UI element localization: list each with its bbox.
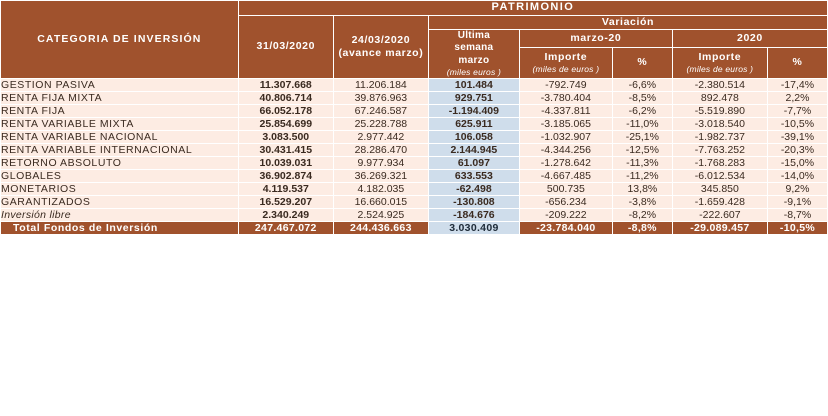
row-value-31-03: 16.529.207 xyxy=(238,196,333,209)
row-value-ultima-semana: -1.194.409 xyxy=(428,105,519,118)
row-value-ultima-semana: 101.484 xyxy=(428,79,519,92)
header-importe-marzo-label: Importe xyxy=(544,50,588,63)
total-value-ultima-semana: 3.030.409 xyxy=(428,222,519,235)
row-category: RENTA FIJA MIXTA xyxy=(1,92,239,105)
header-ultima-line2: semana xyxy=(454,42,494,54)
row-value-24-03: 9.977.934 xyxy=(333,157,428,170)
row-value-importe-2020: -6.012.534 xyxy=(672,170,767,183)
header-importe-2020-units: (miles de euros ) xyxy=(686,64,754,75)
header-variacion: Variación xyxy=(428,15,827,29)
row-category: Inversión libre xyxy=(1,209,239,222)
row-value-ultima-semana: 106.058 xyxy=(428,131,519,144)
row-value-pct-2020: -14,0% xyxy=(767,170,827,183)
row-value-importe-2020: -2.380.514 xyxy=(672,79,767,92)
header-row-1 xyxy=(1,1,828,16)
row-value-pct-2020: -15,0% xyxy=(767,157,827,170)
row-value-24-03: 39.876.963 xyxy=(333,92,428,105)
row-value-importe-2020: -1.982.737 xyxy=(672,131,767,144)
row-value-ultima-semana: 2.144.945 xyxy=(428,144,519,157)
row-value-pct-marzo: -11,3% xyxy=(612,157,672,170)
table-row xyxy=(1,105,828,118)
row-value-importe-2020: -1.768.283 xyxy=(672,157,767,170)
row-value-importe-marzo: -3.780.404 xyxy=(519,92,612,105)
header-date-2020-03-24 xyxy=(333,15,428,78)
row-value-importe-2020: -5.519.890 xyxy=(672,105,767,118)
row-value-31-03: 2.340.249 xyxy=(238,209,333,222)
header-group-marzo-20: marzo-20 xyxy=(519,29,672,47)
row-value-pct-marzo: -8,5% xyxy=(612,92,672,105)
header-importe-marzo-units: (miles de euros ) xyxy=(532,64,600,75)
row-value-pct-2020: -9,1% xyxy=(767,196,827,209)
row-value-importe-marzo: -209.222 xyxy=(519,209,612,222)
row-value-24-03: 2.977.442 xyxy=(333,131,428,144)
row-value-pct-2020: -17,4% xyxy=(767,79,827,92)
row-value-pct-2020: -39,1% xyxy=(767,131,827,144)
row-value-pct-2020: -7,7% xyxy=(767,105,827,118)
row-value-24-03: 67.246.587 xyxy=(333,105,428,118)
row-category: GESTION PASIVA xyxy=(1,79,239,92)
row-value-24-03: 11.206.184 xyxy=(333,79,428,92)
row-value-31-03: 66.052.178 xyxy=(238,105,333,118)
row-value-importe-marzo: -4.667.485 xyxy=(519,170,612,183)
row-value-importe-marzo: -3.185.065 xyxy=(519,118,612,131)
row-value-importe-marzo: 500.735 xyxy=(519,183,612,196)
header-category: CATEGORIA DE INVERSIÓN xyxy=(1,1,239,79)
row-value-pct-marzo: -3,8% xyxy=(612,196,672,209)
row-value-importe-marzo: -4.344.256 xyxy=(519,144,612,157)
table-row xyxy=(1,157,828,170)
header-ultima-semana-marzo xyxy=(428,29,519,78)
row-value-pct-2020: -8,7% xyxy=(767,209,827,222)
row-value-31-03: 25.854.699 xyxy=(238,118,333,131)
row-category: GLOBALES xyxy=(1,170,239,183)
table-row xyxy=(1,196,828,209)
row-value-pct-2020: 2,2% xyxy=(767,92,827,105)
row-value-importe-marzo: -4.337.811 xyxy=(519,105,612,118)
row-value-24-03: 28.286.470 xyxy=(333,144,428,157)
row-value-ultima-semana: -62.498 xyxy=(428,183,519,196)
header-ultima-line1: Ultima xyxy=(457,29,491,41)
row-value-ultima-semana: -184.676 xyxy=(428,209,519,222)
row-value-24-03: 4.182.035 xyxy=(333,183,428,196)
row-category: MONETARIOS xyxy=(1,183,239,196)
row-category: RENTA VARIABLE NACIONAL xyxy=(1,131,239,144)
row-value-ultima-semana: -130.808 xyxy=(428,196,519,209)
total-value-importe-marzo: -23.784.040 xyxy=(519,222,612,235)
row-value-pct-marzo: -8,2% xyxy=(612,209,672,222)
row-value-pct-2020: 9,2% xyxy=(767,183,827,196)
header-date-2020-03-24-line1: 24/03/2020 xyxy=(351,33,411,46)
row-value-pct-marzo: -6,6% xyxy=(612,79,672,92)
row-value-24-03: 16.660.015 xyxy=(333,196,428,209)
table-row xyxy=(1,144,828,157)
table-row xyxy=(1,209,828,222)
total-value-24-03: 244.436.663 xyxy=(333,222,428,235)
row-category: RENTA FIJA xyxy=(1,105,239,118)
row-value-importe-2020: -1.659.428 xyxy=(672,196,767,209)
row-value-ultima-semana: 633.553 xyxy=(428,170,519,183)
row-value-31-03: 30.431.415 xyxy=(238,144,333,157)
row-value-31-03: 4.119.537 xyxy=(238,183,333,196)
header-pct-2020: % xyxy=(767,47,827,78)
total-value-importe-2020: -29.089.457 xyxy=(672,222,767,235)
table-row xyxy=(1,170,828,183)
row-value-31-03: 11.307.668 xyxy=(238,79,333,92)
row-category: GARANTIZADOS xyxy=(1,196,239,209)
row-value-31-03: 10.039.031 xyxy=(238,157,333,170)
header-importe-2020-label: Importe xyxy=(698,50,742,63)
row-value-pct-2020: -10,5% xyxy=(767,118,827,131)
row-value-importe-marzo: -656.234 xyxy=(519,196,612,209)
row-category: RENTA VARIABLE INTERNACIONAL xyxy=(1,144,239,157)
total-label: Total Fondos de Inversión xyxy=(1,222,239,235)
header-date-2020-03-24-line2: (avance marzo) xyxy=(338,46,424,59)
row-value-24-03: 2.524.925 xyxy=(333,209,428,222)
row-value-ultima-semana: 929.751 xyxy=(428,92,519,105)
row-value-importe-2020: 892.478 xyxy=(672,92,767,105)
row-value-importe-2020: -7.763.252 xyxy=(672,144,767,157)
row-value-pct-marzo: -11,0% xyxy=(612,118,672,131)
header-importe-2020 xyxy=(672,47,767,78)
table-row xyxy=(1,79,828,92)
table-row xyxy=(1,118,828,131)
row-value-ultima-semana: 625.911 xyxy=(428,118,519,131)
header-patrimonio: PATRIMONIO xyxy=(238,1,827,16)
total-row xyxy=(1,222,828,235)
row-value-importe-marzo: -1.032.907 xyxy=(519,131,612,144)
row-value-pct-marzo: -12,5% xyxy=(612,144,672,157)
row-value-pct-marzo: 13,8% xyxy=(612,183,672,196)
table-row xyxy=(1,183,828,196)
total-value-pct-2020: -10,5% xyxy=(767,222,827,235)
row-value-ultima-semana: 61.097 xyxy=(428,157,519,170)
row-value-importe-2020: 345.850 xyxy=(672,183,767,196)
table-header xyxy=(1,1,828,79)
header-importe-marzo xyxy=(519,47,612,78)
table-row xyxy=(1,131,828,144)
row-value-importe-marzo: -1.278.642 xyxy=(519,157,612,170)
row-value-31-03: 36.902.874 xyxy=(238,170,333,183)
row-value-importe-2020: -3.018.540 xyxy=(672,118,767,131)
row-value-24-03: 25.228.788 xyxy=(333,118,428,131)
row-value-pct-2020: -20,3% xyxy=(767,144,827,157)
header-group-2020: 2020 xyxy=(672,29,827,47)
total-value-pct-marzo: -8,8% xyxy=(612,222,672,235)
row-value-pct-marzo: -25,1% xyxy=(612,131,672,144)
row-value-pct-marzo: -11,2% xyxy=(612,170,672,183)
header-ultima-units: (miles euros ) xyxy=(446,67,502,78)
row-value-importe-2020: -222.607 xyxy=(672,209,767,222)
row-value-31-03: 40.806.714 xyxy=(238,92,333,105)
table-row xyxy=(1,92,828,105)
row-value-pct-marzo: -6,2% xyxy=(612,105,672,118)
row-value-importe-marzo: -792.749 xyxy=(519,79,612,92)
table-body xyxy=(1,79,828,235)
row-category: RETORNO ABSOLUTO xyxy=(1,157,239,170)
row-value-31-03: 3.083.500 xyxy=(238,131,333,144)
row-category: RENTA VARIABLE MIXTA xyxy=(1,118,239,131)
row-value-24-03: 36.269.321 xyxy=(333,170,428,183)
header-pct-marzo: % xyxy=(612,47,672,78)
header-ultima-line3: marzo xyxy=(458,54,490,66)
header-date-2020-03-31: 31/03/2020 xyxy=(238,15,333,78)
total-value-31-03: 247.467.072 xyxy=(238,222,333,235)
